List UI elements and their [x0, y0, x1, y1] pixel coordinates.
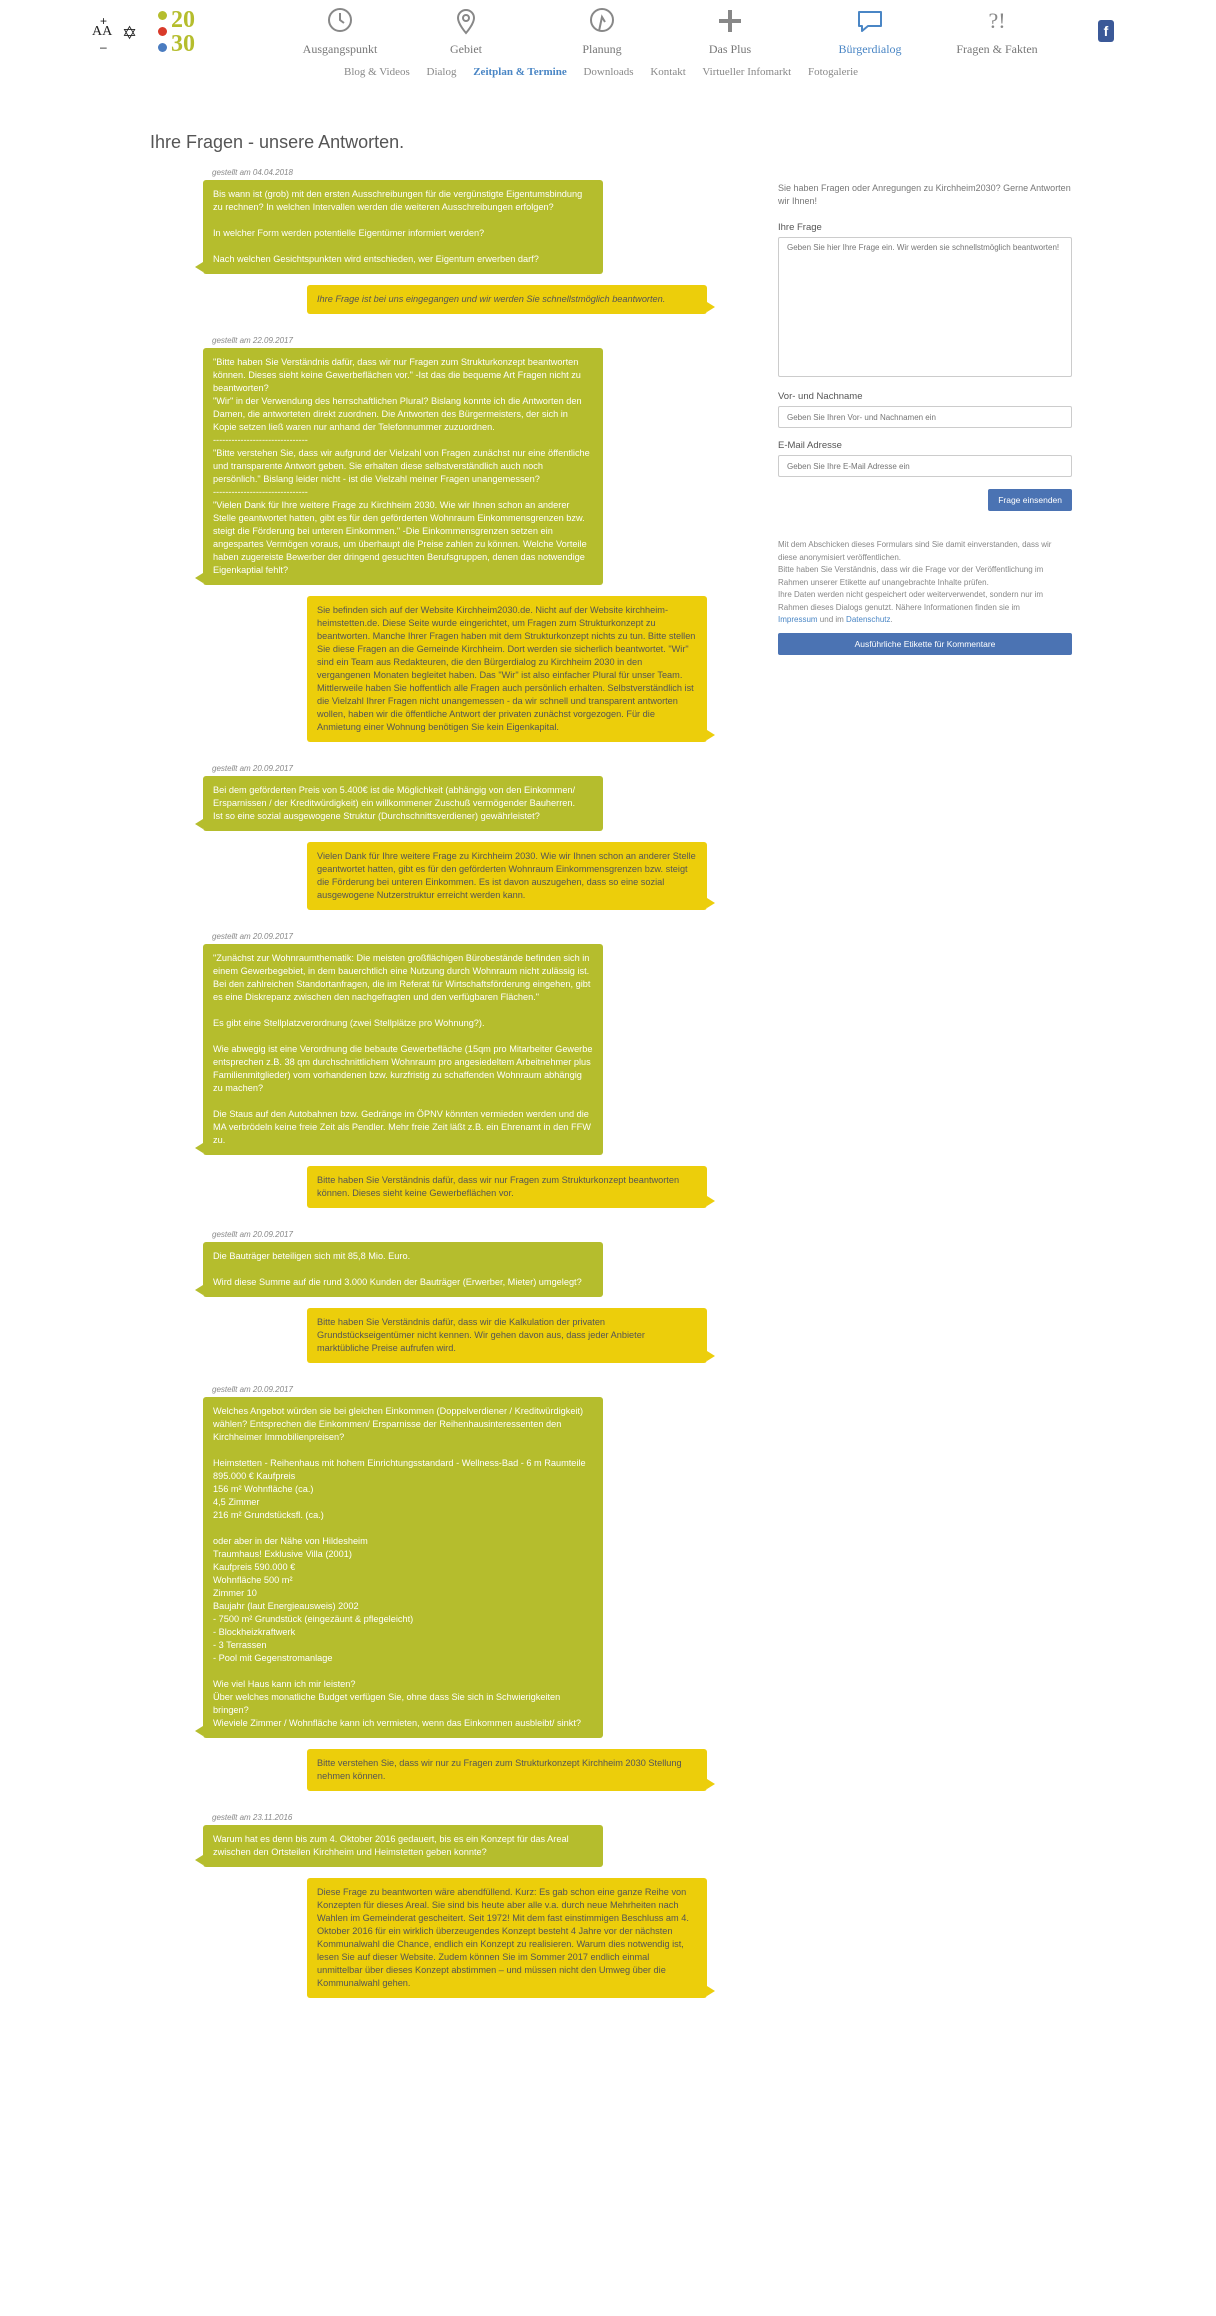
- nav-label: Planung: [582, 42, 622, 56]
- subnav-downloads[interactable]: Downloads: [583, 66, 634, 78]
- logo-text-bottom: 30: [171, 31, 195, 57]
- nav-label: Fragen & Fakten: [956, 42, 1038, 56]
- datenschutz-link[interactable]: Datenschutz: [846, 615, 891, 624]
- increase-text-icon[interactable]: +: [100, 14, 108, 28]
- question-bubble: Bei dem geförderten Preis von 5.400€ ist die Möglichkeit (abhängig von den Einkommen/ Ersparnissen / der Kreditwürdigkeit) ein willkommener Zuschuß vermögender Bauherren. Ist so eine sozial ausgewogene Struktur (Durchschnittsverdiener) gewährleistet?: [203, 776, 603, 831]
- question-bubble: Welches Angebot würden sie bei gleichen Einkommen (Doppelverdiener / Kreditwürdigkeit) wählen? Entsprechen die Einkommen/ Ersparnisse der Reihenhausinteressenten den Kirchheimer Immobilienpreisen? Heimstetten - Reihenhaus mit hohem Einrichtungsstandard - Wellness-Bad - 6 m Raumteile 895.000 € Kaufpreis 156 m² Wohnfläche (ca.) 4,5 Zimmer 216 m² Grundstücksfl. (ca.) oder aber in der Nähe von Hildesheim Traumhaus! Exklusive Villa (2001) Kaufpreis 590.000 € Wohnfläche 500 m² Zimmer 10 Baujahr (laut Energieausweis) 2002 - 7500 m² Grundstück (eingezäunt & pflegeleicht) - Blockheizkraftwerk - 3 Terrassen - Pool mit Gegenstromanlage Wie viel Haus kann ich mir leisten? Über welches monatliche Budget verfügen Sie, ohne dass Sie sich in Schwierigkeiten bringen? Wieviele Zimmer / Wohnfläche kann ich vermieten, wenn das Einkommen ausbleibt/ sinkt?: [203, 1397, 603, 1738]
- clock-icon: [324, 6, 356, 38]
- posted-date: gestellt am 20.09.2017: [212, 932, 293, 941]
- qa-item: [200, 1385, 710, 1791]
- posted-date: gestellt am 20.09.2017: [212, 1385, 293, 1394]
- impressum-link[interactable]: Impressum: [778, 615, 818, 624]
- nav-label: Bürgerdialog: [838, 42, 902, 56]
- question-form: [778, 182, 1072, 655]
- subnav-dialog[interactable]: Dialog: [426, 66, 457, 78]
- qa-item: [200, 336, 710, 742]
- map-pin-icon: [450, 6, 482, 38]
- nav-das-plus[interactable]: [698, 6, 762, 57]
- subnav-zeitplan-termine[interactable]: Zeitplan & Termine: [473, 66, 567, 78]
- name-field[interactable]: [778, 406, 1072, 428]
- question-exclamation-icon: ?!: [988, 8, 1006, 33]
- site-logo[interactable]: [158, 8, 208, 58]
- decrease-text-icon[interactable]: –: [100, 40, 107, 54]
- question-bubble: Die Bauträger beteiligen sich mit 85,8 Mio. Euro. Wird diese Summe auf die rund 3.000 Kunden der Bauträger (Erwerber, Mieter) umgelegt?: [203, 1242, 603, 1297]
- privacy-text-1: Mit dem Abschicken dieses Formulars sind Sie damit einverstanden, dass wir diese anonymisiert veröffentlichen.: [778, 540, 1052, 562]
- nav-label: Das Plus: [708, 42, 752, 56]
- answer-bubble: Ihre Frage ist bei uns eingegangen und wir werden Sie schnellstmöglich beantworten.: [307, 285, 707, 314]
- qa-item: [200, 1813, 710, 1998]
- answer-bubble: Diese Frage zu beantworten wäre abendfüllend. Kurz: Es gab schon eine ganze Reihe von Konzepten für dieses Areal. Sie sind bis heute aber alle v.a. durch neue Mehrheiten nach Wahlen im Gemeinderat gescheitert. Seit 1972! Mit dem fast einstimmigen Beschluss am 4. Oktober 2016 für ein wirklich überzeugendes Konzept besteht 4 Jahre vor der nächsten Kommunalwahl die Chance, endlich ein Konzept zu realisieren. Warum dies notwendig ist, lesen Sie auf dieser Website. Zudem können Sie im Sommer 2017 endlich einmal unmittelbar über dieses Konzept abstimmen – und müssen nicht den Umweg über die Kommunalwahl gehen.: [307, 1878, 707, 1998]
- answer-bubble: Vielen Dank für Ihre weitere Frage zu Kirchheim 2030. Wie wir Ihnen schon an anderer Stelle geantwortet hatten, gibt es für den geförderten Wohnraum Einkommensgrenzen bzw. steigt die Förderung bei unteren Einkommen. Es ist davon auszugehen, dass so eine sozial ausgewogene Nutzerstruktur erreicht werden kann.: [307, 842, 707, 910]
- submit-row: [778, 489, 1072, 511]
- qa-item: [200, 1230, 710, 1363]
- nav-buergerdialog[interactable]: [830, 6, 910, 57]
- question-bubble: Bis wann ist (grob) mit den ersten Ausschreibungen für die vergünstigte Eigentumsbindung zu rechnen? In welchen Intervallen werden die weiteren Ausschreibungen erfolgen? In welcher Form werden potentielle Eigentümer informiert werden? Nach welchen Gesichtspunkten wird entschieden, wer Eigentum erwerben darf?: [203, 180, 603, 274]
- answer-bubble: Bitte verstehen Sie, dass wir nur zu Fragen zum Strukturkonzept Kirchheim 2030 Stellung nehmen können.: [307, 1749, 707, 1791]
- subnav-fotogalerie[interactable]: Fotogalerie: [807, 66, 859, 78]
- answer-bubble: Bitte haben Sie Verständnis dafür, dass wir die Kalkulation der privaten Grundstückseigentümer nicht kennen. Wir gehen davon aus, dass jeder Anbieter marktübliche Preise aufrufen wird.: [307, 1308, 707, 1363]
- email-label: E-Mail Adresse: [778, 440, 842, 451]
- question-bubble: "Bitte haben Sie Verständnis dafür, dass wir nur Fragen zum Strukturkonzept beantworten können. Dieses sieht keine Gewerbeflächen vor." -Ist das die bequeme Art Fragen nicht zu beantworten? "Wir" in der Verwendung des herrschaftlichen Plural? Bislang konnte ich die Antworten den Damen, die antworteten direkt zuordnen. Die Antworten des Bürgermeisters, der sich in Kopie setzen ließ waren nur anhand der Telefonnummer zuzuordnen. ------------------------------- "Bitte verstehen Sie, dass wir aufgrund der Vielzahl von Fragen zunächst nur eine öffentliche und transparente Antwort geben. Sie erhalten diese selbstverständlich auch noch persönlich." Bislang leider nicht - ist die Vielzahl meiner Fragen unangemessen? ------------------------------- "Vielen Dank für Ihre weitere Frage zu Kirchheim 2030. Wie wir Ihnen schon an anderer Stelle geantwortet hatten, gibt es für den geförderten Wohnraum Einkommensgrenzen bzw. steigt die Förderung bei unteren Einkommen." -Die Einkommensgrenzen setzen ein angespartes Vermögen voraus, um überhaupt die Preise zahlen zu können. Welche Vorteile haben zugereiste Bewerber der dringend gesuchten Berufsgruppen, denen das notwendige Eigenkaptial fehlt?: [203, 348, 603, 585]
- privacy-note: Mit dem Abschicken dieses Formulars sind Sie damit einverstanden, dass wir diese anonymisiert veröffentlichen. Bitte haben Sie Verständnis, dass wir die Frage vor der Veröffentlichung im Rahmen unserer Etikette auf unangebrachte Inhalte prüfen. Ihre Daten werden nicht gespeichert oder weiterverwendet, sondern nur im Rahmen dieses Dialogs genutzt. Nähere Informationen finden sie im Impressum und im Datenschutz.: [778, 540, 1052, 624]
- logo-text-top: 20: [171, 7, 195, 33]
- posted-date: gestellt am 22.09.2017: [212, 336, 293, 345]
- qa-item: [200, 932, 710, 1208]
- nav-label: Ausgangspunkt: [302, 42, 378, 56]
- question-textarea[interactable]: [778, 237, 1072, 377]
- logo-dot-green: [158, 11, 167, 20]
- nav-gebiet[interactable]: [436, 6, 496, 57]
- posted-date: gestellt am 23.11.2016: [212, 1813, 293, 1822]
- question-bubble: Warum hat es denn bis zum 4. Oktober 2016 gedauert, bis es ein Konzept für das Areal zwischen den Ortsteilen Kirchheim und Heimstetten geben konnte?: [203, 1825, 603, 1867]
- logo-dot-red: [158, 27, 167, 36]
- page-title: Ihre Fragen - unsere Antworten.: [150, 132, 405, 152]
- question-bubble: "Zunächst zur Wohnraumthematik: Die meisten großflächigen Bürobestände befinden sich in einem Gewerbegebiet, in dem bauerchtlich eine Nutzung durch Wohnraum nicht zulässig ist. Bei den zahlreichen Standortanfragen, die im Referat für Wirtschaftsförderung eingehen, gibt es eine Diskrepanz zwischen den nachgefragten und den verfügbaren Flächen." Es gibt eine Stellplatzverordnung (zwei Stellplätze pro Wohnung?). Wie abwegig ist eine Verordnung die bebaute Gewerbefläche (15qm pro Mitarbeiter Gewerbe entsprechen z.B. 38 qm durchschnittlichem Wohnraum pro angesiedeltem Arbeitnehmer plus Familienmitglieder) vom vorhandenen bzw. kurzfristig zu schaffenden Wohnraum abhängig zu machen? Die Staus auf den Autobahnen bzw. Gedränge im ÖPNV könnten vermieden werden und die MA verbrödeln keine freie Zeit als Pendler. Mehr freie Zeit läßt z.B. ein Ehrenamt in den FFW zu.: [203, 944, 603, 1155]
- nav-fragen-fakten[interactable]: [952, 6, 1042, 57]
- submit-question-button[interactable]: Frage einsenden: [988, 489, 1072, 511]
- posted-date: gestellt am 04.04.2018: [212, 168, 293, 177]
- form-intro: Sie haben Fragen oder Anregungen zu Kirchheim2030? Gerne Antworten wir Ihnen!: [778, 183, 1071, 206]
- qa-item: [200, 764, 710, 910]
- name-label: Vor- und Nachname: [778, 391, 863, 402]
- compass-icon: [586, 6, 618, 38]
- question-label: Ihre Frage: [778, 222, 822, 233]
- subnav-virtueller-infomarkt[interactable]: Virtueller Infomarkt: [702, 66, 792, 78]
- nav-label: Gebiet: [450, 42, 482, 56]
- privacy-text-2: Bitte haben Sie Verständnis, dass wir die Frage vor der Veröffentlichung im Rahmen unserer Etikette auf unangebrachte Inhalte prüfen.: [778, 565, 1044, 587]
- subnav-kontakt[interactable]: Kontakt: [650, 66, 686, 78]
- logo-dot-blue: [158, 43, 167, 52]
- accessibility-controls: [92, 14, 148, 54]
- posted-date: gestellt am 20.09.2017: [212, 764, 293, 773]
- site-header: [0, 0, 1216, 90]
- nav-planung[interactable]: [572, 6, 632, 57]
- nav-ausgangspunkt[interactable]: [300, 6, 380, 57]
- answer-bubble: Sie befinden sich auf der Website Kirchheim2030.de. Nicht auf der Website kirchheim-heimstetten.de. Diese Seite wurde eingerichtet, um Fragen zum Strukturkonzept zu beantworten. Manche Ihrer Fragen haben mit dem Strukturkonzept nichts zu tun. Bitte stellen Sie diese Fragen an die Gemeinde Kirchheim. Dort werden sie sicherlich beantwortet. "Wir" sind ein Team aus Redakteuren, die den Bürgerdialog zu Kirchheim 2030 in den vergangenen Monaten begleitet haben. Das "Wir" ist also einfacher Plural für unser Team. Mittlerweile haben Sie hoffentlich alle Fragen auch persönlich erhalten. Selbstverständlich ist die Vielzahl Ihrer Fragen nicht unangemessen - da wir schnell und transparent antworten wollen, haben wir die öffentliche Antwort der privaten zunächst vorgezogen. Für die Anmietung einer Wohnung benötigen Sie kein Eigenkapital.: [307, 596, 707, 742]
- sub-nav: [344, 66, 872, 78]
- posted-date: gestellt am 20.09.2017: [212, 1230, 293, 1239]
- plus-icon: [714, 6, 746, 38]
- facebook-icon[interactable]: f: [1098, 20, 1114, 42]
- subnav-blog-videos[interactable]: Blog & Videos: [344, 66, 410, 78]
- speech-bubble-icon: [854, 6, 886, 38]
- text-size-icon[interactable]: AA: [92, 24, 113, 39]
- answer-bubble: Bitte haben Sie Verständnis dafür, dass wir nur Fragen zum Strukturkonzept beantworten können. Dieses sieht keine Gewerbeflächen vor.: [307, 1166, 707, 1208]
- contrast-icon[interactable]: ✡: [122, 23, 138, 43]
- qa-item: [200, 168, 710, 314]
- qa-thread: [200, 168, 710, 2020]
- privacy-text-3: Ihre Daten werden nicht gespeichert oder weiterverwendet, sondern nur im Rahmen dieses Dialogs genutzt. Nähere Informationen finden sie im: [778, 590, 1044, 612]
- etiquette-button[interactable]: Ausführliche Etikette für Kommentare: [778, 633, 1072, 655]
- and-text: und im: [819, 615, 844, 624]
- email-field[interactable]: [778, 455, 1072, 477]
